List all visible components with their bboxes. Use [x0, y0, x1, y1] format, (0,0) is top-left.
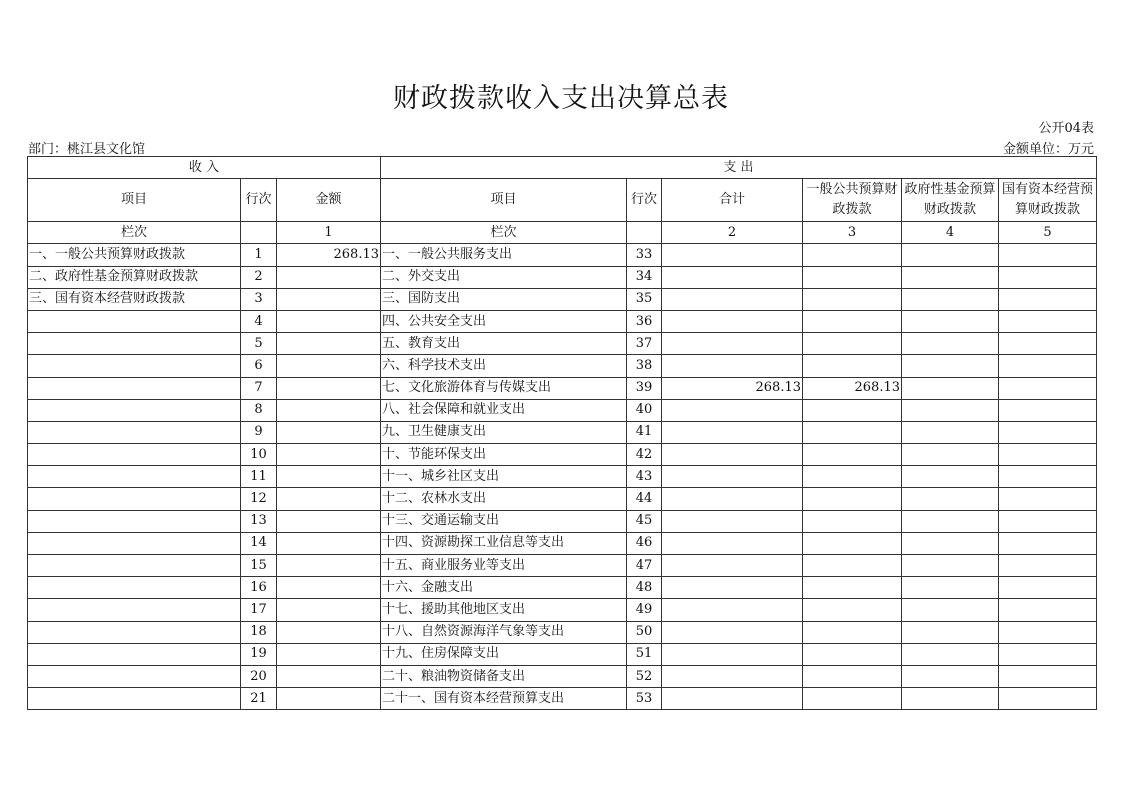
general-budget-cell	[803, 399, 902, 421]
income-item-cell	[28, 577, 241, 599]
gov-fund-header: 政府性基金预算财政拨款	[902, 179, 999, 222]
column-index-1: 1	[277, 222, 381, 244]
gov-fund-cell	[902, 399, 999, 421]
total-cell	[662, 665, 803, 687]
state-capital-cell	[999, 643, 1097, 665]
total-cell	[662, 310, 803, 332]
income-item-cell	[28, 488, 241, 510]
income-amount-cell	[277, 444, 381, 466]
general-budget-cell	[803, 532, 902, 554]
table-row	[28, 266, 1097, 288]
income-line-cell: 13	[241, 510, 277, 532]
expense-line-cell: 45	[627, 510, 662, 532]
total-cell	[662, 466, 803, 488]
state-capital-cell	[999, 399, 1097, 421]
page-title: 财政拨款收入支出决算总表	[393, 83, 729, 114]
gov-fund-cell	[902, 599, 999, 621]
income-amount-cell	[277, 621, 381, 643]
table-row	[28, 488, 1097, 510]
general-budget-cell	[803, 421, 902, 443]
form-number: 公开04表	[1038, 121, 1094, 136]
income-item-cell	[28, 466, 241, 488]
income-item-cell	[28, 333, 241, 355]
expense-header: 支 出	[381, 157, 1097, 179]
income-line-cell: 9	[241, 421, 277, 443]
expense-line-cell: 43	[627, 466, 662, 488]
state-capital-cell	[999, 555, 1097, 577]
general-budget-cell	[803, 643, 902, 665]
state-capital-cell	[999, 244, 1097, 266]
total-cell	[662, 488, 803, 510]
income-amount-cell	[277, 288, 381, 310]
income-amount-cell	[277, 488, 381, 510]
income-item-cell	[28, 532, 241, 554]
expense-item-cell: 八、社会保障和就业支出	[381, 399, 627, 421]
gov-fund-cell	[902, 355, 999, 377]
general-budget-cell	[803, 310, 902, 332]
table-row	[28, 355, 1097, 377]
expense-item-cell: 十、节能环保支出	[381, 444, 627, 466]
table-row	[28, 643, 1097, 665]
table-row	[28, 244, 1097, 266]
total-cell	[662, 577, 803, 599]
income-amount-cell	[277, 333, 381, 355]
gov-fund-cell	[902, 333, 999, 355]
table-row	[28, 577, 1097, 599]
state-capital-cell	[999, 466, 1097, 488]
table-row	[28, 665, 1097, 687]
income-amount-cell	[277, 421, 381, 443]
income-amount-cell	[277, 377, 381, 399]
income-line-cell: 11	[241, 466, 277, 488]
expense-item-cell: 二、外交支出	[381, 266, 627, 288]
total-cell	[662, 643, 803, 665]
expense-item-cell: 十九、住房保障支出	[381, 643, 627, 665]
income-line-cell: 5	[241, 333, 277, 355]
income-line-cell: 14	[241, 532, 277, 554]
column-index-2: 2	[662, 222, 803, 244]
department-label: 部门：桃江县文化馆	[28, 142, 146, 157]
gov-fund-cell	[902, 444, 999, 466]
income-line-cell: 3	[241, 288, 277, 310]
expense-line-cell: 37	[627, 333, 662, 355]
income-line-cell: 8	[241, 399, 277, 421]
state-capital-cell	[999, 510, 1097, 532]
expense-item-cell: 九、卫生健康支出	[381, 421, 627, 443]
state-capital-cell	[999, 621, 1097, 643]
table-row	[28, 333, 1097, 355]
expense-item-cell: 十七、援助其他地区支出	[381, 599, 627, 621]
general-budget-cell	[803, 244, 902, 266]
income-amount-cell	[277, 643, 381, 665]
income-amount-cell	[277, 355, 381, 377]
total-header: 合计	[662, 179, 803, 222]
income-item-cell	[28, 688, 241, 710]
expense-item-cell: 三、国防支出	[381, 288, 627, 310]
expense-line-cell: 33	[627, 244, 662, 266]
table-row	[28, 532, 1097, 554]
total-cell	[662, 621, 803, 643]
income-amount-cell	[277, 399, 381, 421]
total-cell	[662, 599, 803, 621]
state-capital-cell	[999, 421, 1097, 443]
expense-item-cell: 五、教育支出	[381, 333, 627, 355]
total-cell	[662, 555, 803, 577]
state-capital-cell	[999, 599, 1097, 621]
income-amount-cell	[277, 532, 381, 554]
gov-fund-cell	[902, 421, 999, 443]
gov-fund-cell	[902, 266, 999, 288]
income-line-cell: 15	[241, 555, 277, 577]
expense-item-cell: 十八、自然资源海洋气象等支出	[381, 621, 627, 643]
income-line-cell: 10	[241, 444, 277, 466]
expense-line-header: 行次	[627, 179, 662, 222]
income-item-cell	[28, 510, 241, 532]
total-cell	[662, 266, 803, 288]
income-amount-cell	[277, 599, 381, 621]
expense-line-cell: 36	[627, 310, 662, 332]
state-capital-cell	[999, 288, 1097, 310]
gov-fund-cell	[902, 488, 999, 510]
gov-fund-cell	[902, 688, 999, 710]
income-item-cell	[28, 621, 241, 643]
income-item-cell: 三、国有资本经营财政拨款	[28, 288, 241, 310]
state-capital-cell	[999, 665, 1097, 687]
income-amount-cell: 268.13	[277, 244, 381, 266]
state-capital-header: 国有资本经营预算财政拨款	[999, 179, 1097, 222]
budget-summary-table	[27, 156, 1097, 710]
income-line-cell: 21	[241, 688, 277, 710]
state-capital-cell	[999, 266, 1097, 288]
expense-line-cell: 46	[627, 532, 662, 554]
income-item-cell	[28, 310, 241, 332]
income-line-cell: 2	[241, 266, 277, 288]
gov-fund-cell	[902, 621, 999, 643]
column-index-5: 5	[999, 222, 1097, 244]
column-index-blank	[241, 222, 277, 244]
table-row	[28, 599, 1097, 621]
income-line-cell: 6	[241, 355, 277, 377]
expense-item-cell: 十一、城乡社区支出	[381, 466, 627, 488]
general-budget-cell	[803, 665, 902, 687]
income-item-cell	[28, 643, 241, 665]
state-capital-cell	[999, 355, 1097, 377]
expense-line-cell: 44	[627, 488, 662, 510]
expense-line-cell: 42	[627, 444, 662, 466]
income-item-cell	[28, 599, 241, 621]
income-item-cell	[28, 399, 241, 421]
expense-line-cell: 35	[627, 288, 662, 310]
general-budget-cell	[803, 488, 902, 510]
table-row	[28, 555, 1097, 577]
income-line-cell: 12	[241, 488, 277, 510]
total-cell	[662, 444, 803, 466]
general-budget-cell	[803, 266, 902, 288]
expense-item-cell: 十五、商业服务业等支出	[381, 555, 627, 577]
general-budget-cell	[803, 599, 902, 621]
expense-item-cell: 二十一、国有资本经营预算支出	[381, 688, 627, 710]
expense-item-cell: 十六、金融支出	[381, 577, 627, 599]
expense-line-cell: 34	[627, 266, 662, 288]
income-line-cell: 7	[241, 377, 277, 399]
table-row	[28, 466, 1097, 488]
income-item-cell	[28, 555, 241, 577]
total-cell	[662, 688, 803, 710]
income-item-cell	[28, 444, 241, 466]
gov-fund-cell	[902, 643, 999, 665]
expense-item-cell: 十三、交通运输支出	[381, 510, 627, 532]
income-amount-cell	[277, 665, 381, 687]
column-index-3: 3	[803, 222, 902, 244]
expense-line-cell: 53	[627, 688, 662, 710]
income-line-cell: 1	[241, 244, 277, 266]
column-index-blank-2	[627, 222, 662, 244]
state-capital-cell	[999, 577, 1097, 599]
gov-fund-cell	[902, 288, 999, 310]
income-item-cell	[28, 665, 241, 687]
expense-line-cell: 49	[627, 599, 662, 621]
income-header: 收 入	[28, 157, 381, 179]
income-amount-cell	[277, 577, 381, 599]
total-cell	[662, 355, 803, 377]
total-cell	[662, 244, 803, 266]
income-amount-cell	[277, 510, 381, 532]
expense-item-header: 项目	[381, 179, 627, 222]
total-cell	[662, 421, 803, 443]
column-index-label: 栏次	[28, 222, 241, 244]
income-line-header: 行次	[241, 179, 277, 222]
gov-fund-cell	[902, 510, 999, 532]
total-cell: 268.13	[662, 377, 803, 399]
general-budget-header: 一般公共预算财政拨款	[803, 179, 902, 222]
expense-line-cell: 52	[627, 665, 662, 687]
gov-fund-cell	[902, 665, 999, 687]
state-capital-cell	[999, 333, 1097, 355]
total-cell	[662, 510, 803, 532]
table-row	[28, 288, 1097, 310]
expense-line-cell: 39	[627, 377, 662, 399]
expense-item-cell: 七、文化旅游体育与传媒支出	[381, 377, 627, 399]
expense-line-cell: 40	[627, 399, 662, 421]
income-amount-cell	[277, 266, 381, 288]
expense-line-cell: 51	[627, 643, 662, 665]
general-budget-cell	[803, 288, 902, 310]
gov-fund-cell	[902, 244, 999, 266]
general-budget-cell	[803, 355, 902, 377]
gov-fund-cell	[902, 310, 999, 332]
state-capital-cell	[999, 444, 1097, 466]
income-amount-cell	[277, 466, 381, 488]
total-cell	[662, 532, 803, 554]
gov-fund-cell	[902, 532, 999, 554]
general-budget-cell	[803, 555, 902, 577]
income-line-cell: 17	[241, 599, 277, 621]
income-item-cell: 一、一般公共预算财政拨款	[28, 244, 241, 266]
total-cell	[662, 399, 803, 421]
table-row	[28, 399, 1097, 421]
total-cell	[662, 288, 803, 310]
expense-item-cell: 十二、农林水支出	[381, 488, 627, 510]
state-capital-cell	[999, 377, 1097, 399]
general-budget-cell	[803, 333, 902, 355]
state-capital-cell	[999, 488, 1097, 510]
income-line-cell: 16	[241, 577, 277, 599]
gov-fund-cell	[902, 577, 999, 599]
gov-fund-cell	[902, 466, 999, 488]
state-capital-cell	[999, 310, 1097, 332]
expense-line-cell: 50	[627, 621, 662, 643]
general-budget-cell	[803, 444, 902, 466]
expense-line-cell: 41	[627, 421, 662, 443]
table-row	[28, 310, 1097, 332]
general-budget-cell	[803, 466, 902, 488]
income-item-cell	[28, 421, 241, 443]
income-item-cell: 二、政府性基金预算财政拨款	[28, 266, 241, 288]
income-item-header: 项目	[28, 179, 241, 222]
table-row	[28, 621, 1097, 643]
general-budget-cell	[803, 577, 902, 599]
income-line-cell: 4	[241, 310, 277, 332]
total-cell	[662, 333, 803, 355]
table-row	[28, 421, 1097, 443]
state-capital-cell	[999, 688, 1097, 710]
expense-item-cell: 二十、粮油物资储备支出	[381, 665, 627, 687]
expense-item-cell: 十四、资源勘探工业信息等支出	[381, 532, 627, 554]
income-amount-cell	[277, 688, 381, 710]
gov-fund-cell	[902, 555, 999, 577]
income-line-cell: 20	[241, 665, 277, 687]
income-item-cell	[28, 355, 241, 377]
unit-label: 金额单位：万元	[1002, 142, 1094, 157]
general-budget-cell	[803, 688, 902, 710]
income-amount-cell	[277, 555, 381, 577]
column-index-4: 4	[902, 222, 999, 244]
expense-item-cell: 一、一般公共服务支出	[381, 244, 627, 266]
expense-item-cell: 六、科学技术支出	[381, 355, 627, 377]
income-line-cell: 18	[241, 621, 277, 643]
gov-fund-cell	[902, 377, 999, 399]
expense-line-cell: 48	[627, 577, 662, 599]
table-row	[28, 688, 1097, 710]
income-amount-cell	[277, 310, 381, 332]
table-row	[28, 510, 1097, 532]
table-row	[28, 377, 1097, 399]
income-line-cell: 19	[241, 643, 277, 665]
column-index-label-2: 栏次	[381, 222, 627, 244]
expense-line-cell: 38	[627, 355, 662, 377]
general-budget-cell	[803, 621, 902, 643]
table-row	[28, 444, 1097, 466]
expense-item-cell: 四、公共安全支出	[381, 310, 627, 332]
income-item-cell	[28, 377, 241, 399]
expense-line-cell: 47	[627, 555, 662, 577]
income-amount-header: 金额	[277, 179, 381, 222]
general-budget-cell: 268.13	[803, 377, 902, 399]
general-budget-cell	[803, 510, 902, 532]
state-capital-cell	[999, 532, 1097, 554]
